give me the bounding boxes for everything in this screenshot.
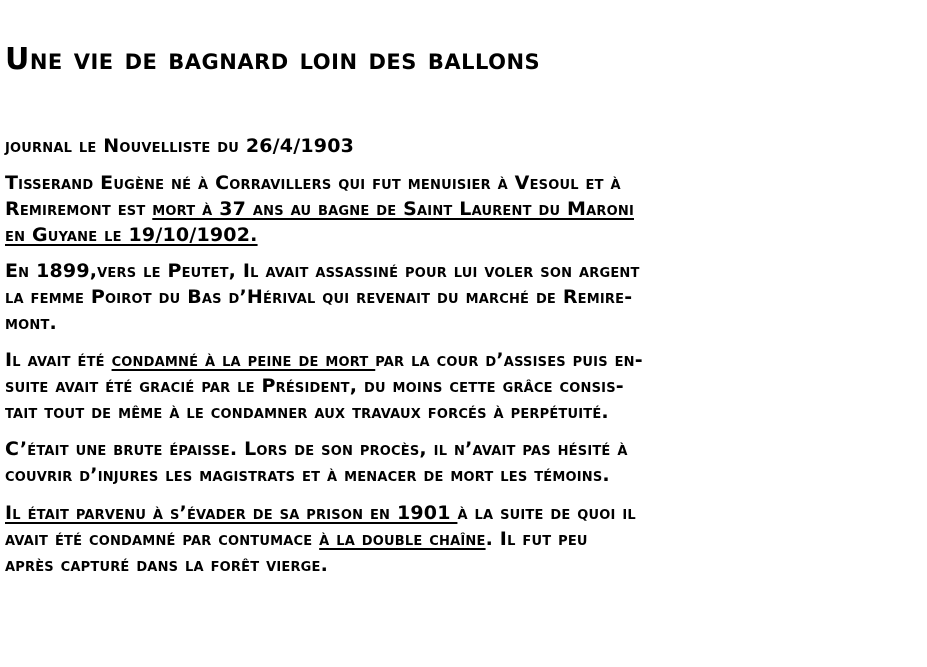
paragraph-crime — [5, 258, 640, 336]
underlined-text: à la double chaîne — [319, 528, 486, 550]
paragraph-line: la femme Poirot du Bas d’Hérival qui revenait du marché de Remire- — [5, 286, 633, 308]
paragraph-line: couvrir d’injures les magistrats et à menacer de mort les témoins. — [5, 464, 610, 486]
text-segment: Il avait été — [5, 349, 112, 371]
text-segment: . Il fut peu — [485, 528, 588, 550]
paragraph-death — [5, 170, 634, 248]
source-text: journal le Nouvelliste du 26/4/1903 — [5, 135, 355, 157]
underlined-text: Il était parvenu à s’évader de sa prison en 1901 — [5, 502, 458, 524]
paragraph-line — [5, 526, 636, 552]
paragraph-line: tait tout de même à le condamner aux travaux forcés à perpétuité. — [5, 401, 609, 423]
paragraph-escape — [5, 500, 636, 578]
paragraph-line — [5, 500, 636, 526]
page-title: Une vie de bagnard loin des ballons — [5, 42, 541, 77]
underlined-text: en Guyane le 19/10/1902. — [5, 224, 258, 246]
text-segment: avait été condamné par contumace — [5, 528, 320, 550]
paragraph-line: mont. — [5, 312, 57, 334]
paragraph-line — [5, 347, 643, 373]
paragraph-line: après capturé dans la forêt vierge. — [5, 554, 329, 576]
paragraph-line: suite avait été gracié par le Président, du moins cette grâce consis- — [5, 375, 624, 397]
paragraph-trial — [5, 436, 628, 488]
source-line — [5, 133, 354, 159]
paragraph-line — [5, 196, 634, 222]
paragraph-sentence — [5, 347, 643, 425]
paragraph-line — [5, 222, 634, 248]
underlined-text: condamné à la peine de mort — [111, 349, 376, 371]
text-segment: à la suite de quoi il — [457, 502, 636, 524]
underlined-text: mort à 37 ans au bagne de Saint Laurent du Maroni — [152, 198, 634, 220]
text-segment: Remiremont est — [5, 198, 153, 220]
paragraph-line: En 1899,vers le Peutet, Il avait assassiné pour lui voler son argent — [5, 260, 640, 282]
text-segment: par la cour d’assises puis en- — [375, 349, 643, 371]
paragraph-line: C’était une brute épaisse. Lors de son procès, il n’avait pas hésité à — [5, 438, 628, 460]
paragraph-line: Tisserand Eugène né à Corravillers qui fut menuisier à Vesoul et à — [5, 172, 621, 194]
